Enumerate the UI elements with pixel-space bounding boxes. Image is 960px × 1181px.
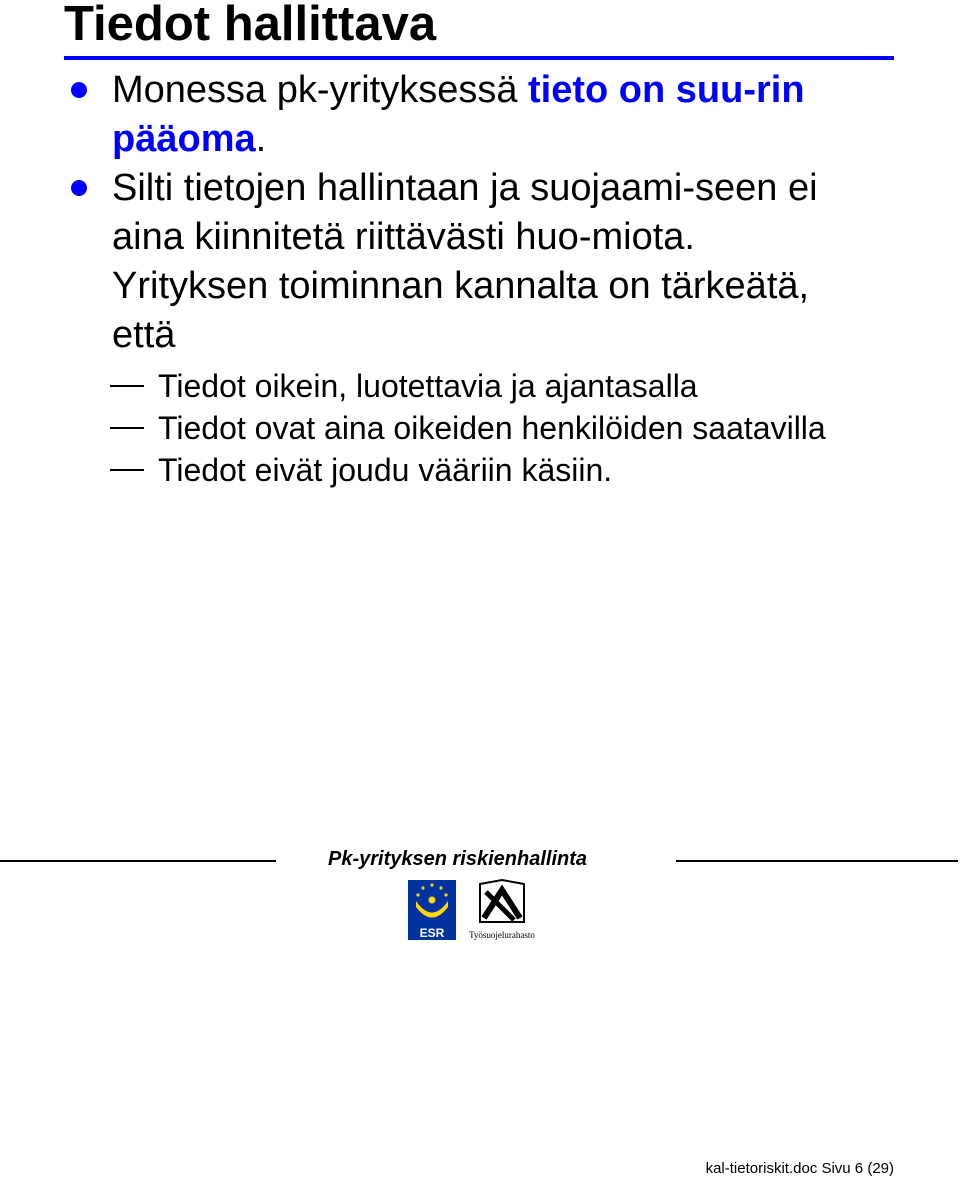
sub-item [0,407,858,449]
dash-icon [110,427,144,429]
sub-item-text: Tiedot ovat aina oikeiden henkilöiden saatavilla [158,410,826,446]
sub-item [0,365,858,407]
tsr-logo [462,878,542,942]
footer-rule-right [676,860,958,862]
bullet-item [0,66,852,164]
bullet-icon [71,82,87,98]
bullet-item [0,164,852,360]
page-number-footer: kal-tietoriskit.doc Sivu 6 (29) [705,1160,894,1177]
footer-title: Pk-yrityksen riskienhallinta [328,848,588,870]
dash-icon [110,469,144,471]
dash-icon [110,385,144,387]
bullet-highlight: tieto on suu-rin pääoma [112,69,805,160]
page-title: Tiedot hallittava [64,0,437,51]
title-underline [64,56,894,60]
tsr-logo-text: Työsuojelurahasto [469,930,535,940]
sub-item [0,449,858,491]
bullet-list [0,66,960,360]
bullet-text-start: Monessa pk-yrityksessä [112,69,529,111]
bullet-icon [71,180,87,196]
sub-item-text: Tiedot oikein, luotettavia ja ajantasalla [158,368,698,404]
bullet-text-end: . [255,118,267,160]
sub-item-text: Tiedot eivät joudu vääriin käsiin. [158,452,613,488]
footer-rule-left [0,860,276,862]
sub-list [0,365,960,491]
bullet-text: Silti tietojen hallintaan ja suojaami-seen ei aina kiinnitetä riittävästi huo-miota. Yrityksen toiminnan kannalta on tärkeätä, että [112,167,818,356]
esr-logo [408,880,456,940]
esr-logo-text: ESR [419,926,445,940]
